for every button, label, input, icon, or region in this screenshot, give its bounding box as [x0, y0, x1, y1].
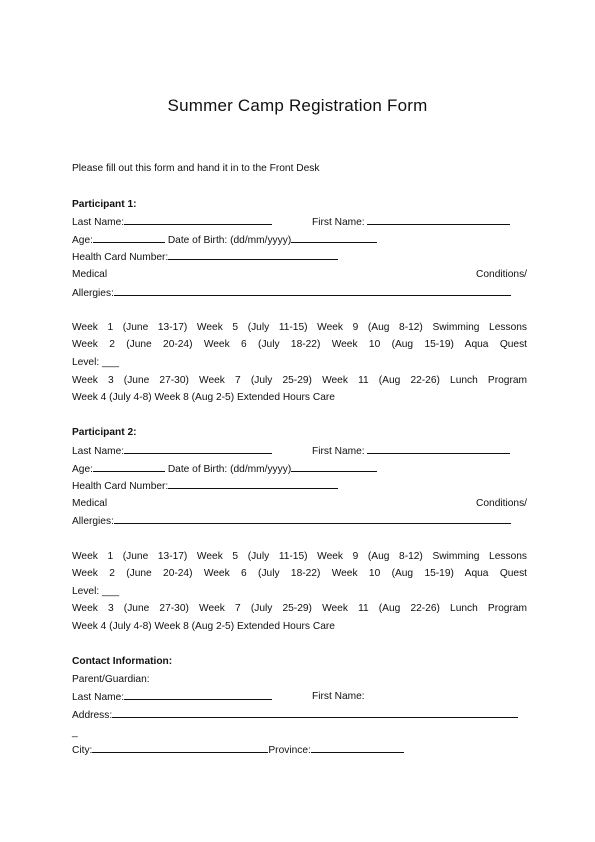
first-name-field[interactable]	[367, 444, 510, 454]
participant-1-week-row-3[interactable]: Week 3 (June 27-30) Week 7 (July 25-29) Week 11 (Aug 22-26) Lunch Program	[72, 375, 527, 386]
participant-1-week-row-4[interactable]: Week 4 (July 4-8) Week 8 (Aug 2-5) Extended Hours Care	[72, 392, 335, 403]
age-field[interactable]	[93, 462, 165, 472]
health-card-label: Health Card Number:	[72, 481, 169, 492]
allergies-field[interactable]	[114, 286, 511, 296]
participant-2-allergies-row	[72, 514, 527, 528]
city-field[interactable]	[92, 743, 268, 753]
participant-2-name-row	[72, 444, 527, 458]
guardian-name-row	[72, 690, 527, 704]
participant-1-age-row	[72, 233, 527, 247]
dob-field[interactable]	[291, 462, 377, 472]
participant-2-level[interactable]: Level: ___	[72, 586, 120, 597]
participant-1-name-row	[72, 215, 527, 229]
last-name-label: Last Name:	[72, 217, 125, 228]
participant-2-week-row-4[interactable]: Week 4 (July 4-8) Week 8 (Aug 2-5) Extended Hours Care	[72, 621, 335, 632]
participant-2-week-row-3[interactable]: Week 3 (June 27-30) Week 7 (July 25-29) Week 11 (Aug 22-26) Lunch Program	[72, 603, 527, 614]
medical-label: Medical	[72, 498, 108, 509]
participant-2-week-row-2[interactable]: Week 2 (June 20-24) Week 6 (July 18-22) Week 10 (Aug 15-19) Aqua Quest	[72, 568, 527, 579]
first-name-label: First Name:	[312, 446, 365, 457]
first-name-label: First Name:	[312, 217, 365, 228]
address-field[interactable]	[112, 708, 518, 718]
participant-1-week-row-2[interactable]: Week 2 (June 20-24) Week 6 (July 18-22) Week 10 (Aug 15-19) Aqua Quest	[72, 339, 527, 350]
age-label: Age:	[72, 235, 93, 246]
participant-2-heading: Participant 2:	[72, 427, 137, 438]
health-card-field[interactable]	[168, 250, 338, 260]
guardian-label: Parent/Guardian:	[72, 674, 150, 685]
dob-label: Date of Birth: (dd/mm/yyyy)	[167, 464, 292, 475]
address-label: Address:	[72, 710, 113, 721]
participant-1-medical-row	[72, 268, 527, 281]
first-name-field[interactable]	[367, 215, 510, 225]
guardian-last-name-field[interactable]	[124, 690, 272, 700]
guardian-first-name-label: First Name:	[312, 691, 365, 702]
province-field[interactable]	[311, 743, 404, 753]
medical-label: Medical	[72, 269, 108, 280]
form-title: Summer Camp Registration Form	[167, 96, 428, 115]
allergies-field[interactable]	[114, 514, 511, 524]
participant-2-week-row-1[interactable]: Week 1 (June 13-17) Week 5 (July 11-15) Week 9 (Aug 8-12) Swimming Lessons	[72, 551, 527, 562]
health-card-field[interactable]	[168, 479, 338, 489]
city-label: City:	[72, 745, 93, 756]
participant-2-medical-row	[72, 497, 527, 510]
participant-1-week-row-1[interactable]: Week 1 (June 13-17) Week 5 (July 11-15) Week 9 (Aug 8-12) Swimming Lessons	[72, 322, 527, 333]
intro-text: Please fill out this form and hand it in to the Front Desk	[72, 163, 320, 174]
contact-heading: Contact Information:	[72, 656, 173, 667]
participant-1-level[interactable]: Level: ___	[72, 357, 120, 368]
participant-1-health-row	[72, 250, 527, 264]
health-card-label: Health Card Number:	[72, 252, 169, 263]
participant-2-age-row	[72, 462, 527, 476]
address-row	[72, 708, 527, 722]
province-label: Province:	[268, 745, 311, 756]
age-label: Age:	[72, 464, 93, 475]
conditions-label: Conditions/	[476, 269, 527, 280]
dob-field[interactable]	[291, 233, 377, 243]
address-wrap: _	[72, 727, 78, 738]
conditions-label: Conditions/	[476, 498, 527, 509]
last-name-field[interactable]	[124, 215, 272, 225]
allergies-label: Allergies:	[72, 516, 114, 527]
allergies-label: Allergies:	[72, 288, 114, 299]
guardian-last-name-label: Last Name:	[72, 692, 125, 703]
last-name-label: Last Name:	[72, 446, 125, 457]
participant-2-health-row	[72, 479, 527, 493]
city-row	[72, 743, 527, 757]
dob-label: Date of Birth: (dd/mm/yyyy)	[167, 235, 292, 246]
participant-1-heading: Participant 1:	[72, 199, 137, 210]
last-name-field[interactable]	[124, 444, 272, 454]
age-field[interactable]	[93, 233, 165, 243]
participant-1-allergies-row	[72, 286, 527, 300]
